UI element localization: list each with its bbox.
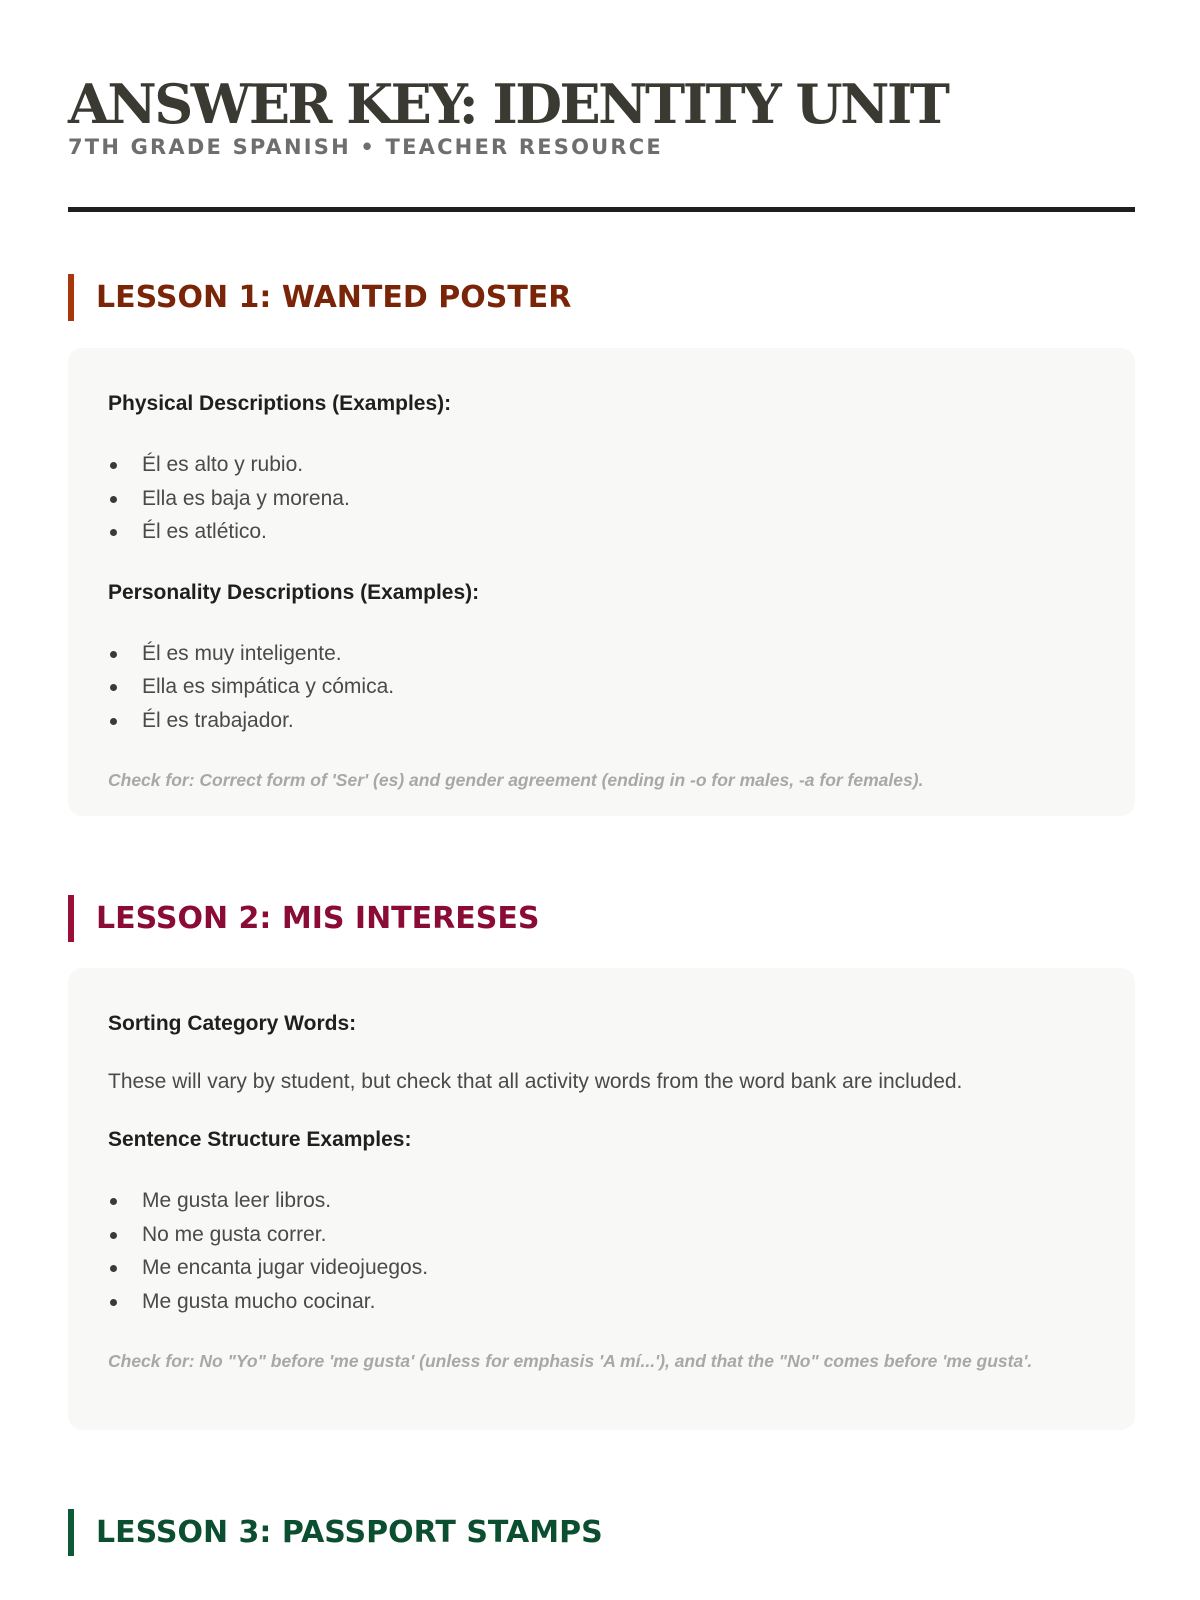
physical-descriptions-list <box>108 448 1095 549</box>
lesson-2-check-note: Check for: No "Yo" before 'me gusta' (unless for emphasis 'A mí...'), and that the "No" comes before 'me gusta'. <box>108 1351 1033 1371</box>
sorting-category-text: These will vary by student, but check that all activity words from the word bank are included. <box>108 1070 963 1093</box>
sorting-category-label: Sorting Category Words: <box>108 1012 357 1035</box>
sentence-structure-list <box>108 1184 1095 1318</box>
lesson-1-heading: LESSON 1: WANTED POSTER <box>68 274 1068 321</box>
page-subtitle: 7TH GRADE SPANISH • TEACHER RESOURCE <box>68 135 663 159</box>
list-item: Me gusta mucho cocinar. <box>108 1285 1095 1319</box>
list-item: Ella es baja y morena. <box>108 482 1095 516</box>
lesson-2-card <box>68 968 1135 1430</box>
list-item: No me gusta correr. <box>108 1218 1095 1252</box>
list-item: Él es muy inteligente. <box>108 637 1095 671</box>
list-item: Me gusta leer libros. <box>108 1184 1095 1218</box>
list-item: Él es alto y rubio. <box>108 448 1095 482</box>
list-item: Él es atlético. <box>108 515 1095 549</box>
lesson-1-check-note: Check for: Correct form of 'Ser' (es) and gender agreement (ending in -o for males, -a for females). <box>108 770 924 790</box>
sentence-structure-label: Sentence Structure Examples: <box>108 1128 412 1151</box>
lesson-1-card <box>68 348 1135 816</box>
header-divider <box>68 207 1135 212</box>
personality-descriptions-label: Personality Descriptions (Examples): <box>108 580 480 604</box>
physical-descriptions-label: Physical Descriptions (Examples): <box>108 392 452 415</box>
list-item: Él es trabajador. <box>108 704 1095 738</box>
personality-descriptions-list <box>108 637 1095 738</box>
list-item: Me encanta jugar videojuegos. <box>108 1251 1095 1285</box>
page-title: ANSWER KEY: IDENTITY UNIT <box>68 72 948 136</box>
lesson-2-heading: LESSON 2: MIS INTERESES <box>68 895 1068 942</box>
lesson-3-heading: LESSON 3: PASSPORT STAMPS <box>68 1509 1068 1556</box>
list-item: Ella es simpática y cómica. <box>108 670 1095 704</box>
